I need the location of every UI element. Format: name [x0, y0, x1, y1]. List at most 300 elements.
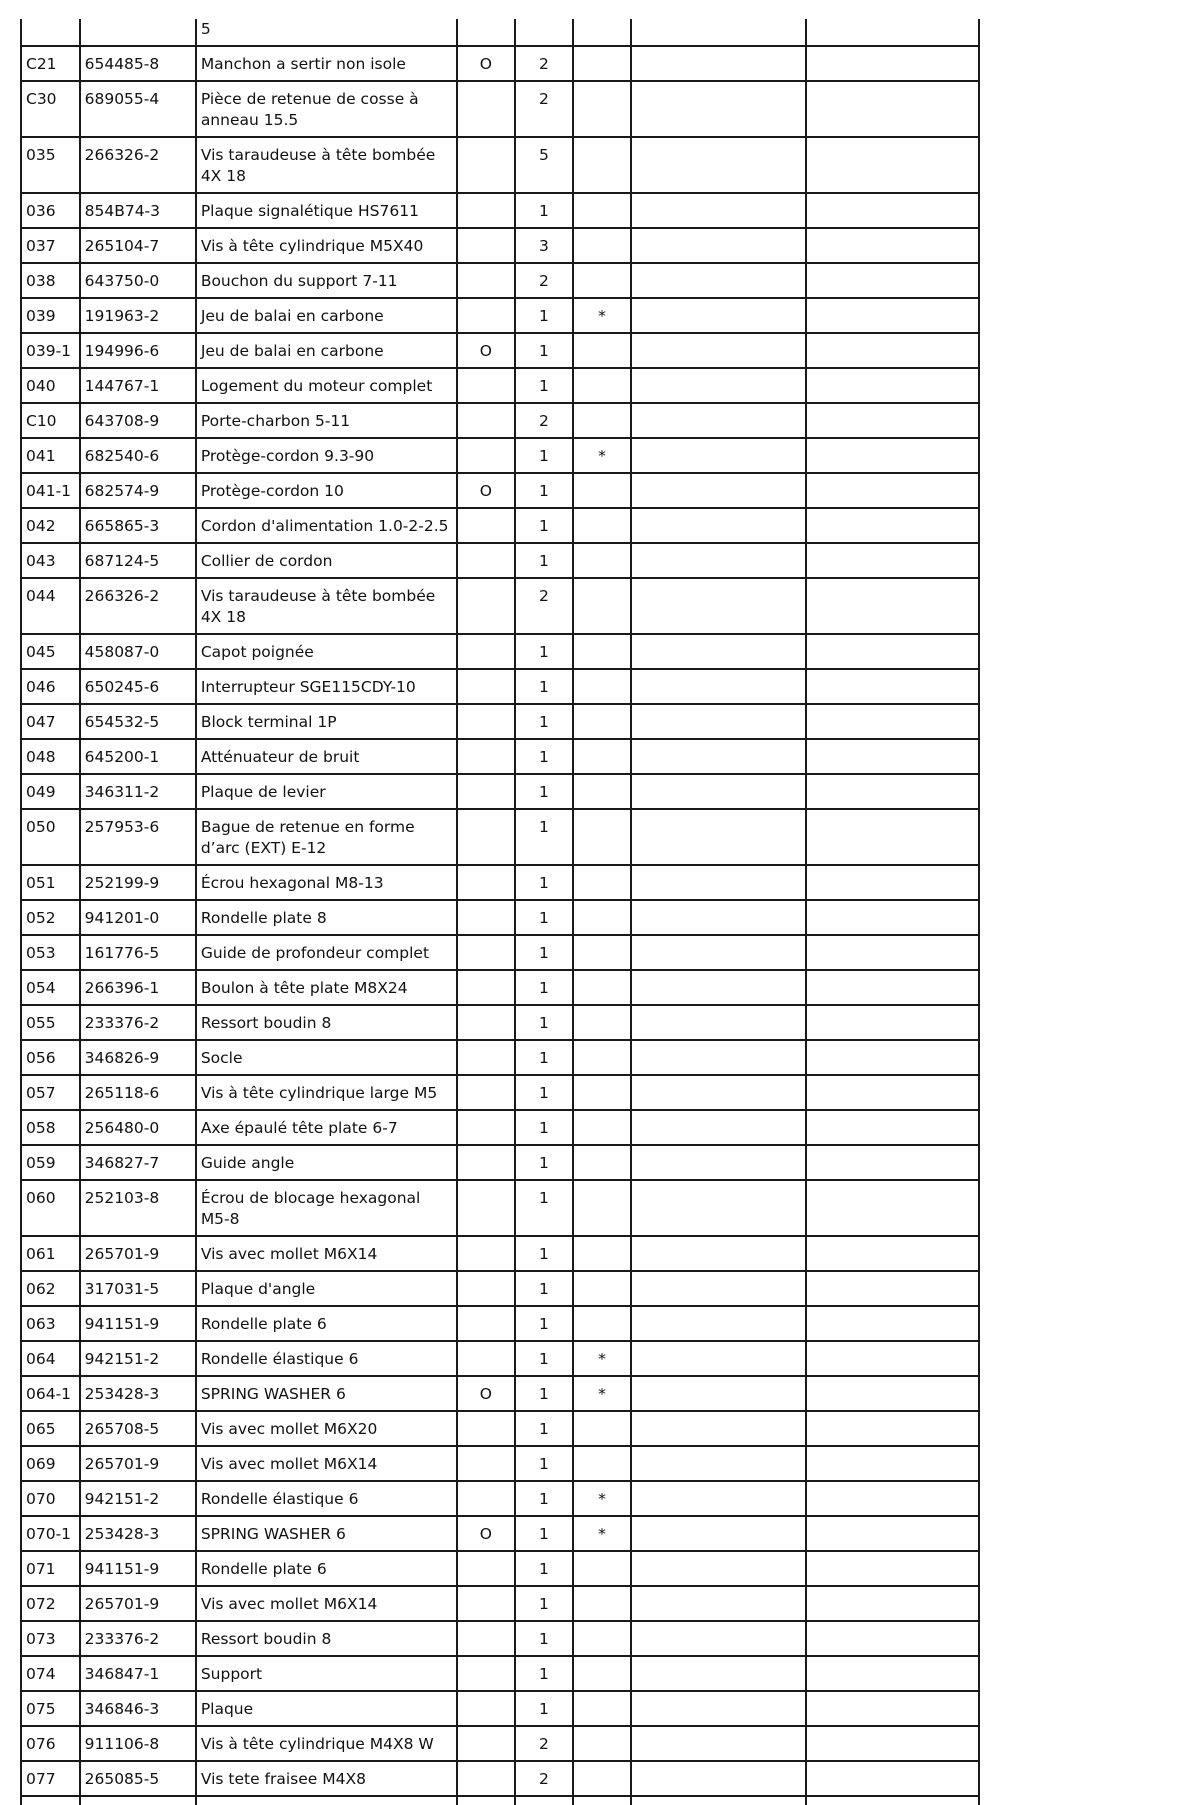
option-mark-cell	[457, 900, 516, 935]
option-mark-cell	[457, 1621, 516, 1656]
part-number-cell: 266326-2	[80, 137, 196, 193]
description-cell: Protège-cordon 9.3-90	[196, 438, 457, 473]
note-cell: *	[573, 298, 632, 333]
empty-cell	[631, 634, 806, 669]
option-mark-cell	[457, 1040, 516, 1075]
note-cell	[573, 1446, 632, 1481]
option-mark-cell	[457, 1586, 516, 1621]
empty-cell	[806, 1376, 979, 1411]
item-cell: 070	[21, 1481, 80, 1516]
parts-table	[20, 19, 980, 1805]
part-number-cell: 265118-6	[80, 1075, 196, 1110]
option-mark-cell: O	[457, 333, 516, 368]
item-cell: C21	[21, 46, 80, 81]
option-mark-cell	[457, 578, 516, 634]
table-row	[21, 1180, 979, 1236]
table-row	[21, 970, 979, 1005]
quantity-cell: 1	[515, 1145, 573, 1180]
part-number-cell: 265701-9	[80, 1586, 196, 1621]
description-cell: Capot poignée	[196, 634, 457, 669]
parts-table-body	[21, 19, 979, 1805]
table-row	[21, 333, 979, 368]
table-row	[21, 1586, 979, 1621]
item-cell: 048	[21, 739, 80, 774]
quantity-cell: 1	[515, 935, 573, 970]
table-row	[21, 1761, 979, 1796]
empty-cell	[806, 438, 979, 473]
table-row	[21, 1040, 979, 1075]
empty-cell	[806, 774, 979, 809]
note-cell	[573, 473, 632, 508]
note-cell	[573, 1180, 632, 1236]
part-number-cell: 643708-9	[80, 403, 196, 438]
cut-off-row	[21, 1796, 979, 1805]
empty-cell	[631, 1376, 806, 1411]
quantity-cell: 1	[515, 1656, 573, 1691]
empty-cell	[631, 900, 806, 935]
empty-cell	[806, 1551, 979, 1586]
empty-cell	[806, 1180, 979, 1236]
table-row	[21, 137, 979, 193]
quantity-cell: 1	[515, 634, 573, 669]
item-cell: 057	[21, 1075, 80, 1110]
description-cell: Cordon d'alimentation 1.0-2-2.5	[196, 508, 457, 543]
table-row	[21, 774, 979, 809]
quantity-cell: 1	[515, 298, 573, 333]
description-cell: Vis avec mollet M6X14	[196, 1586, 457, 1621]
table-row	[21, 368, 979, 403]
quantity-cell: 1	[515, 1236, 573, 1271]
note-cell	[573, 1656, 632, 1691]
option-mark-cell	[457, 1551, 516, 1586]
option-mark-cell	[457, 1180, 516, 1236]
item-cell: 064-1	[21, 1376, 80, 1411]
note-cell	[573, 81, 632, 137]
table-row	[21, 46, 979, 81]
item-cell: 059	[21, 1145, 80, 1180]
quantity-cell: 1	[515, 900, 573, 935]
part-number-cell: 941201-0	[80, 900, 196, 935]
description-cell: Boulon à tête plate M8X24	[196, 970, 457, 1005]
item-cell: C30	[21, 81, 80, 137]
table-row	[21, 1481, 979, 1516]
option-mark-cell: O	[457, 1516, 516, 1551]
part-number-cell: 252199-9	[80, 865, 196, 900]
empty-cell	[806, 1481, 979, 1516]
item-cell: 051	[21, 865, 80, 900]
quantity-cell: 1	[515, 543, 573, 578]
empty-cell	[806, 368, 979, 403]
option-mark-cell	[457, 1726, 516, 1761]
part-number-cell: 654532-5	[80, 704, 196, 739]
empty-cell	[806, 1145, 979, 1180]
empty-cell	[631, 1306, 806, 1341]
empty-cell	[806, 1796, 979, 1805]
option-mark-cell	[457, 368, 516, 403]
option-mark-cell	[457, 1761, 516, 1796]
option-mark-cell	[457, 1145, 516, 1180]
note-cell: *	[573, 1341, 632, 1376]
note-cell	[573, 1005, 632, 1040]
description-cell: Plaque d'angle	[196, 1271, 457, 1306]
empty-cell	[631, 81, 806, 137]
empty-cell	[631, 578, 806, 634]
empty-cell	[631, 935, 806, 970]
item-cell: 072	[21, 1586, 80, 1621]
item-cell: 037	[21, 228, 80, 263]
part-number-cell: 942151-2	[80, 1341, 196, 1376]
description-cell: Écrou de blocage hexagonal M5-8	[196, 1180, 457, 1236]
description-cell: Jeu de balai en carbone	[196, 333, 457, 368]
description-cell: Protège-cordon 10	[196, 473, 457, 508]
part-number-cell: 682574-9	[80, 473, 196, 508]
part-number-cell: 265708-5	[80, 1411, 196, 1446]
table-row	[21, 438, 979, 473]
note-cell: *	[573, 438, 632, 473]
quantity-cell: 1	[515, 704, 573, 739]
empty-cell	[806, 865, 979, 900]
note-cell	[573, 1306, 632, 1341]
item-cell	[21, 19, 80, 46]
empty-cell	[806, 333, 979, 368]
description-cell: Atténuateur de bruit	[196, 739, 457, 774]
option-mark-cell	[457, 1446, 516, 1481]
empty-cell	[631, 137, 806, 193]
quantity-cell: 1	[515, 1271, 573, 1306]
empty-cell	[806, 1586, 979, 1621]
description-cell: Bague de retenue en forme d’arc (EXT) E-12	[196, 809, 457, 865]
description-cell: SPRING WASHER 6	[196, 1516, 457, 1551]
quantity-cell: 1	[515, 774, 573, 809]
part-number-cell: 682540-6	[80, 438, 196, 473]
empty-cell	[806, 228, 979, 263]
note-cell	[573, 704, 632, 739]
note-cell	[573, 1040, 632, 1075]
description-cell: Plaque	[196, 1691, 457, 1726]
description-cell: Ressort boudin 8	[196, 1005, 457, 1040]
continuation-row	[21, 19, 979, 46]
option-mark-cell	[457, 935, 516, 970]
option-mark-cell	[457, 669, 516, 704]
description-cell: Plaque de levier	[196, 774, 457, 809]
quantity-cell: 1	[515, 1341, 573, 1376]
quantity-cell: 1	[515, 1551, 573, 1586]
empty-cell	[631, 403, 806, 438]
note-cell	[573, 1411, 632, 1446]
table-row	[21, 1726, 979, 1761]
option-mark-cell	[457, 508, 516, 543]
empty-cell	[457, 1796, 516, 1805]
quantity-cell: 2	[515, 263, 573, 298]
quantity-cell	[515, 19, 573, 46]
empty-cell	[21, 1796, 80, 1805]
description-cell: Bouchon du support 7-11	[196, 263, 457, 298]
table-row	[21, 865, 979, 900]
empty-cell	[806, 1656, 979, 1691]
item-cell: 061	[21, 1236, 80, 1271]
empty-cell	[631, 438, 806, 473]
part-number-cell: 346827-7	[80, 1145, 196, 1180]
empty-cell	[631, 1145, 806, 1180]
item-cell: C10	[21, 403, 80, 438]
table-row	[21, 1551, 979, 1586]
description-cell: Axe épaulé tête plate 6-7	[196, 1110, 457, 1145]
empty-cell	[806, 1271, 979, 1306]
table-row	[21, 935, 979, 970]
table-row	[21, 1446, 979, 1481]
table-row	[21, 508, 979, 543]
table-row	[21, 578, 979, 634]
description-cell: Rondelle plate 6	[196, 1551, 457, 1586]
option-mark-cell	[457, 774, 516, 809]
description-cell: Porte-charbon 5-11	[196, 403, 457, 438]
quantity-cell: 2	[515, 46, 573, 81]
description-cell: Rondelle plate 8	[196, 900, 457, 935]
part-number-cell: 253428-3	[80, 1516, 196, 1551]
empty-cell	[631, 1656, 806, 1691]
empty-cell	[806, 900, 979, 935]
part-number-cell: 643750-0	[80, 263, 196, 298]
empty-cell	[806, 739, 979, 774]
table-row	[21, 1411, 979, 1446]
empty-cell	[806, 263, 979, 298]
empty-cell	[631, 739, 806, 774]
option-mark-cell: O	[457, 473, 516, 508]
note-cell	[573, 263, 632, 298]
option-mark-cell	[457, 263, 516, 298]
empty-cell	[631, 1761, 806, 1796]
empty-cell	[631, 1110, 806, 1145]
note-cell	[573, 669, 632, 704]
option-mark-cell	[457, 543, 516, 578]
empty-cell	[806, 508, 979, 543]
item-cell: 038	[21, 263, 80, 298]
note-cell	[573, 935, 632, 970]
quantity-cell: 1	[515, 1411, 573, 1446]
table-row	[21, 1110, 979, 1145]
empty-cell	[631, 1726, 806, 1761]
item-cell: 064	[21, 1341, 80, 1376]
empty-cell	[631, 809, 806, 865]
empty-cell	[806, 704, 979, 739]
empty-cell	[806, 578, 979, 634]
table-row	[21, 739, 979, 774]
empty-cell	[806, 298, 979, 333]
empty-cell	[806, 1411, 979, 1446]
empty-cell	[806, 1621, 979, 1656]
table-row	[21, 473, 979, 508]
table-row	[21, 228, 979, 263]
empty-cell	[631, 333, 806, 368]
description-cell: Vis taraudeuse à tête bombée 4X 18	[196, 578, 457, 634]
description-cell: Logement du moteur complet	[196, 368, 457, 403]
empty-cell	[631, 1075, 806, 1110]
note-cell	[573, 228, 632, 263]
table-row	[21, 809, 979, 865]
option-mark-cell	[457, 809, 516, 865]
option-mark-cell: O	[457, 46, 516, 81]
description-cell: SPRING WASHER 6	[196, 1376, 457, 1411]
empty-cell	[631, 1621, 806, 1656]
note-cell	[573, 543, 632, 578]
empty-cell	[631, 46, 806, 81]
note-cell	[573, 774, 632, 809]
part-number-cell: 191963-2	[80, 298, 196, 333]
quantity-cell: 1	[515, 1481, 573, 1516]
note-cell	[573, 1691, 632, 1726]
table-row	[21, 1306, 979, 1341]
part-number-cell: 233376-2	[80, 1005, 196, 1040]
empty-cell	[806, 1761, 979, 1796]
note-cell	[573, 193, 632, 228]
part-number-cell: 266326-2	[80, 578, 196, 634]
quantity-cell: 1	[515, 438, 573, 473]
description-cell: Rondelle élastique 6	[196, 1481, 457, 1516]
note-cell: *	[573, 1376, 632, 1411]
description-cell: Vis avec mollet M6X14	[196, 1236, 457, 1271]
empty-cell	[806, 137, 979, 193]
part-number-cell: 458087-0	[80, 634, 196, 669]
description-cell: Rondelle plate 6	[196, 1306, 457, 1341]
quantity-cell: 2	[515, 1761, 573, 1796]
option-mark-cell	[457, 228, 516, 263]
item-cell: 044	[21, 578, 80, 634]
table-row	[21, 1621, 979, 1656]
note-cell	[573, 1726, 632, 1761]
quantity-cell: 1	[515, 333, 573, 368]
quantity-cell: 1	[515, 1040, 573, 1075]
empty-cell	[631, 1516, 806, 1551]
description-cell: Rondelle élastique 6	[196, 1341, 457, 1376]
item-cell: 047	[21, 704, 80, 739]
empty-cell	[631, 704, 806, 739]
note-cell	[573, 1761, 632, 1796]
table-row	[21, 669, 979, 704]
item-cell: 046	[21, 669, 80, 704]
empty-cell	[631, 193, 806, 228]
table-row	[21, 900, 979, 935]
option-mark-cell	[457, 19, 516, 46]
option-mark-cell	[457, 1075, 516, 1110]
part-number-cell	[80, 19, 196, 46]
empty-cell	[631, 1040, 806, 1075]
quantity-cell: 1	[515, 1005, 573, 1040]
note-cell	[573, 508, 632, 543]
item-cell: 036	[21, 193, 80, 228]
option-mark-cell	[457, 739, 516, 774]
description-cell: Collier de cordon	[196, 543, 457, 578]
quantity-cell: 1	[515, 1306, 573, 1341]
quantity-cell: 1	[515, 1075, 573, 1110]
description-cell: Guide de profondeur complet	[196, 935, 457, 970]
table-row	[21, 263, 979, 298]
note-cell: *	[573, 1481, 632, 1516]
note-cell	[573, 1586, 632, 1621]
empty-cell	[806, 19, 979, 46]
empty-cell	[631, 19, 806, 46]
description-cell: Guide angle	[196, 1145, 457, 1180]
part-number-cell: 346826-9	[80, 1040, 196, 1075]
empty-cell	[631, 1236, 806, 1271]
note-cell	[573, 634, 632, 669]
quantity-cell: 1	[515, 739, 573, 774]
note-cell	[573, 809, 632, 865]
option-mark-cell	[457, 1110, 516, 1145]
empty-cell	[631, 1586, 806, 1621]
empty-cell	[196, 1796, 457, 1805]
item-cell: 050	[21, 809, 80, 865]
empty-cell	[806, 1236, 979, 1271]
empty-cell	[631, 970, 806, 1005]
empty-cell	[806, 1306, 979, 1341]
empty-cell	[631, 774, 806, 809]
table-row	[21, 704, 979, 739]
description-cell: Support	[196, 1656, 457, 1691]
empty-cell	[806, 970, 979, 1005]
empty-cell	[806, 193, 979, 228]
option-mark-cell	[457, 1656, 516, 1691]
table-row	[21, 634, 979, 669]
description-cell: Vis à tête cylindrique M4X8 W	[196, 1726, 457, 1761]
option-mark-cell	[457, 193, 516, 228]
option-mark-cell	[457, 1691, 516, 1726]
empty-cell	[806, 1110, 979, 1145]
item-cell: 039-1	[21, 333, 80, 368]
part-number-cell: 194996-6	[80, 333, 196, 368]
description-cell: Écrou hexagonal M8-13	[196, 865, 457, 900]
quantity-cell: 1	[515, 193, 573, 228]
part-number-cell: 687124-5	[80, 543, 196, 578]
empty-cell	[806, 809, 979, 865]
quantity-cell: 1	[515, 473, 573, 508]
table-row	[21, 1236, 979, 1271]
part-number-cell: 317031-5	[80, 1271, 196, 1306]
part-number-cell: 941151-9	[80, 1551, 196, 1586]
item-cell: 074	[21, 1656, 80, 1691]
quantity-cell: 1	[515, 1110, 573, 1145]
item-cell: 058	[21, 1110, 80, 1145]
option-mark-cell	[457, 1005, 516, 1040]
note-cell	[573, 865, 632, 900]
empty-cell	[806, 46, 979, 81]
option-mark-cell	[457, 865, 516, 900]
description-cell: Block terminal 1P	[196, 704, 457, 739]
empty-cell	[806, 1005, 979, 1040]
description-cell: Jeu de balai en carbone	[196, 298, 457, 333]
empty-cell	[806, 1341, 979, 1376]
quantity-cell: 1	[515, 1516, 573, 1551]
empty-cell	[806, 634, 979, 669]
item-cell: 043	[21, 543, 80, 578]
quantity-cell: 1	[515, 809, 573, 865]
option-mark-cell	[457, 1411, 516, 1446]
item-cell: 039	[21, 298, 80, 333]
description-cell: Vis à tête cylindrique M5X40	[196, 228, 457, 263]
part-number-cell: 650245-6	[80, 669, 196, 704]
part-number-cell: 144767-1	[80, 368, 196, 403]
note-cell	[573, 1271, 632, 1306]
note-cell	[573, 403, 632, 438]
empty-cell	[631, 543, 806, 578]
empty-cell	[631, 298, 806, 333]
quantity-cell: 1	[515, 1586, 573, 1621]
description-cell: Manchon a sertir non isole	[196, 46, 457, 81]
part-number-cell: 911106-8	[80, 1726, 196, 1761]
item-cell: 054	[21, 970, 80, 1005]
empty-cell	[806, 403, 979, 438]
empty-cell	[515, 1796, 573, 1805]
item-cell: 040	[21, 368, 80, 403]
